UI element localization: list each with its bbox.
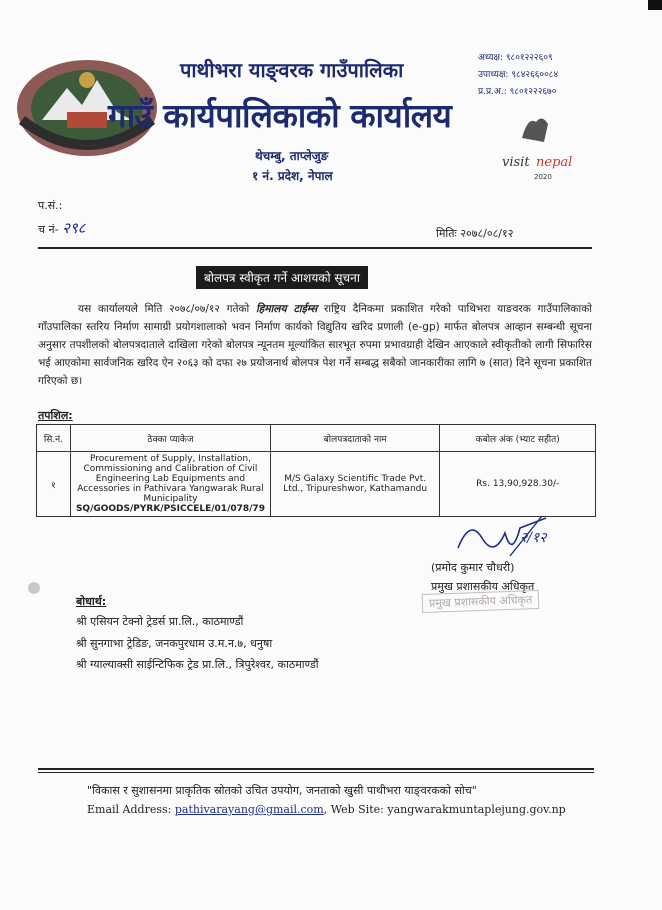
cc-heading: बोधार्थ: xyxy=(76,595,107,608)
chalan-value: २९८ xyxy=(62,219,86,237)
address-line-2: १ नं. प्रदेश, नेपाल xyxy=(252,169,333,183)
bid-table xyxy=(36,424,596,517)
date-label: मितिः xyxy=(436,227,457,240)
chalan-label: च नं- xyxy=(38,223,59,236)
notice-title: बोलपत्र स्वीकृत गर्ने आशयको सूचना xyxy=(196,266,368,289)
date-value: २०७८/०८/१२ xyxy=(460,227,514,240)
visit-text: visit xyxy=(502,155,530,170)
cc-item: श्री ग्याल्याक्सी साईन्टिफिक ट्रेड प्रा.लि., त्रिपुरेश्वर, काठमाण्डौं xyxy=(76,658,319,671)
footer-divider-thin xyxy=(38,772,594,773)
nepal-text: nepal xyxy=(536,155,573,170)
package-description: Procurement of Supply, Installation, Commissioning and Calibration of Civil Engineering Lab Equipments and Accessories in Pathivara Yangwarak Rural Municipality xyxy=(77,454,264,504)
cell-package xyxy=(70,452,270,517)
cell-sn: १ xyxy=(37,452,71,517)
cell-bidder: M/S Galaxy Scientific Trade Pvt. Ltd., Tripureshwor, Kathamandu xyxy=(270,452,439,517)
cc-item: श्री एसियन टेक्नो ट्रेडर्स प्रा.लि., काठमाण्डौं xyxy=(76,615,244,628)
ref-number-label: प.सं.: xyxy=(38,199,63,212)
newspaper-name: हिमालय टाईम्स xyxy=(256,303,318,315)
email-label: Email Address: xyxy=(87,803,172,816)
package-code: SQ/GOODS/PYRK/PSICCELE/01/078/79 xyxy=(75,504,265,514)
website-link[interactable]: yangwarakmuntaplejung.gov.np xyxy=(387,803,566,816)
contact-cao: प्र.प्र.अ.: ९८०१२२२६७० xyxy=(478,87,557,97)
col-header-package: ठेक्का प्याकेज xyxy=(70,425,270,452)
letter-date xyxy=(436,226,513,241)
punch-hole xyxy=(28,582,40,594)
col-header-bidder: बोलपत्रदाताको नाम xyxy=(270,425,439,452)
table-row xyxy=(37,452,596,517)
web-label: , Web Site: xyxy=(323,803,384,816)
col-header-amount: कबोल अंक (भ्याट सहीत) xyxy=(440,425,596,452)
contact-numbers xyxy=(478,50,558,101)
email-link[interactable]: pathivarayang@gmail.com xyxy=(174,803,324,816)
visit-nepal-logo-icon xyxy=(492,108,584,188)
chalan-number xyxy=(38,218,85,238)
office-title: गाउँ कार्यपालिकाको कार्यालय xyxy=(108,96,452,135)
scan-corner-mark xyxy=(648,0,662,10)
footer-contact xyxy=(87,803,566,816)
address-line-1: थेचम्बु, ताप्लेजुङ xyxy=(255,149,329,163)
visit-year-text: 2020 xyxy=(534,173,552,181)
contact-chair: अध्यक्ष: ९८०१२२२६०९ xyxy=(478,53,553,63)
official-stamp: प्रमुख प्रशासकीय अधिकृत xyxy=(422,590,540,613)
contact-vice-chair: उपाध्यक्ष: ९८४२६६००८४ xyxy=(478,70,559,80)
footer-divider xyxy=(38,768,594,770)
cc-item: श्री सुनगाभा ट्रेडिङ, जनकपुरधाम उ.म.न.७, धनुषा xyxy=(76,637,273,650)
details-label: तपशिल: xyxy=(38,409,73,422)
signer-designation: प्रमुख प्रशासकीय अधिकृत xyxy=(431,580,535,593)
col-header-sn: सि.नं. xyxy=(37,425,71,452)
cell-amount: Rs. 13,90,928.30/- xyxy=(440,452,596,517)
table-header-row xyxy=(37,425,596,452)
signer-name: (प्रमोद कुमार चौधरी) xyxy=(431,561,515,574)
signature-date: २/१२ xyxy=(520,530,547,546)
office-name: पाथीभरा याङ्वरक गाउँपालिका xyxy=(180,58,404,82)
notice-body: यस कार्यालयले मिति २०७८/०७/१२ गतेको हिमालय टाईम्स राष्ट्रिय दैनिकमा प्रकाशित गरेको पाथिभरा याङवरक गाउँपालिकाको गाँउपालिका स्तरिय निर्माण सामाग्री प्रयोगशालाको भवन निर्माण कार्यको विद्युतिय खरिद प्रणाली (e-gp) मार्फत बोलपत्र आव्हान सम्बन्धी सूचना अनुसार तपशीलको बोलपत्रदाताले दाखिला गरेको बोलपत्र न्यूनतम मूल्यांकित सारभूत रुपमा प्रभावग्राही देखिन आएकाले स्वीकृतीको लागी सिफारिस भई आएकोमा सार्वजनिक खरिद ऐन २०६३ को दफा २७ प्रयोजनार्थ बोलपत्र पेश गर्ने सम्बद्ध सबैको जानकारीका लागि ७ (सात) दिने सूचना प्रकाशित गरिएको छ। xyxy=(38,303,592,387)
header-divider xyxy=(38,247,592,249)
footer-slogan: "विकास र सुशासनमा प्राकृतिक स्रोतको उचित उपयोग, जनताको खुसी पाथीभरा याङ्वरकको सोच" xyxy=(87,784,477,797)
